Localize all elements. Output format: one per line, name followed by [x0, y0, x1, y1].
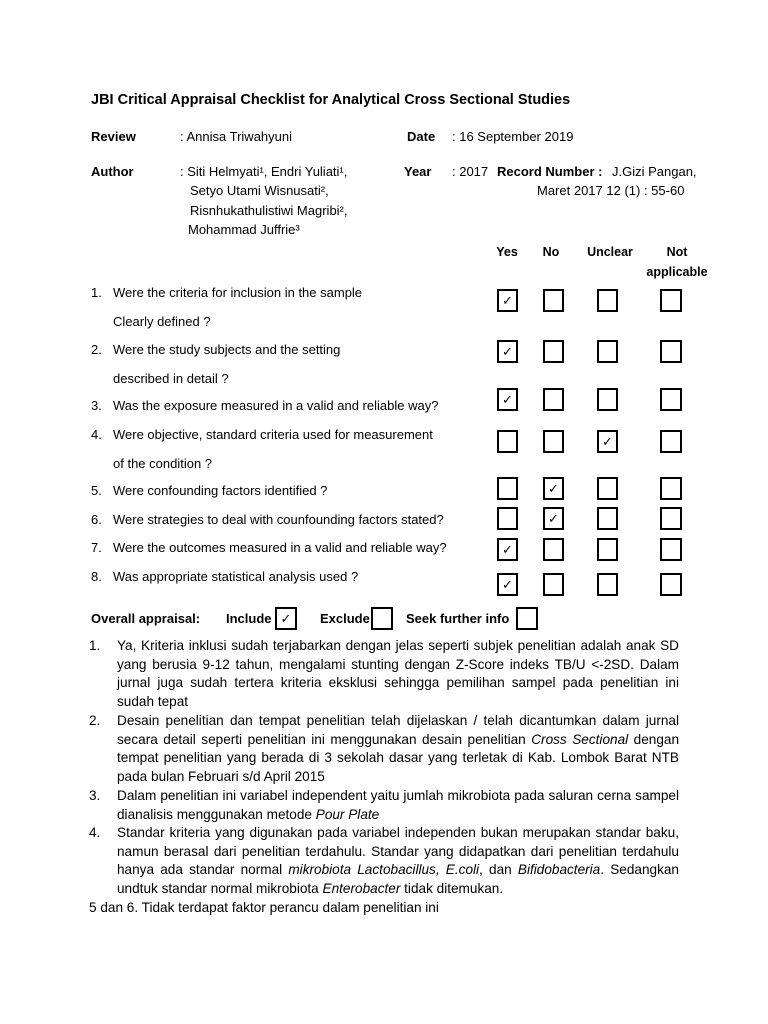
checkbox-not-applicable[interactable] — [660, 388, 682, 411]
question-number: 7. — [91, 540, 102, 555]
year-value: : 2017 — [452, 164, 489, 179]
column-yes: Yes — [496, 245, 518, 259]
checkbox-unclear[interactable] — [597, 507, 618, 530]
question-item — [91, 285, 362, 300]
author-line: Setyo Utami Wisnusati², — [190, 183, 329, 198]
seek-further-info-label: Seek further info — [406, 611, 510, 626]
column-not-applicable-line2: applicable — [646, 265, 708, 279]
question-number: 2. — [91, 342, 102, 357]
note-item — [89, 637, 679, 711]
checkbox-yes[interactable] — [497, 388, 518, 411]
checkbox-not-applicable[interactable] — [660, 289, 682, 312]
checkbox-not-applicable[interactable] — [660, 573, 682, 596]
check-icon — [373, 609, 388, 624]
checkbox-unclear[interactable] — [597, 573, 618, 596]
question-item — [91, 569, 358, 584]
question-text: Were the criteria for inclusion in the sample — [113, 285, 363, 300]
checkbox-yes[interactable] — [497, 340, 518, 363]
question-number: 3. — [91, 398, 102, 413]
question-text: Were the outcomes measured in a valid and reliable way? — [113, 540, 447, 555]
question-number: 6. — [91, 512, 102, 527]
record-number-label: Record Number : — [497, 164, 603, 179]
note-item — [89, 787, 679, 824]
question-text: Were the study subjects and the setting — [113, 342, 341, 357]
question-text: Was appropriate statistical analysis used ? — [113, 569, 359, 584]
column-not-applicable-line1: Not — [666, 245, 688, 259]
check-icon: ✓ — [548, 481, 559, 496]
checkbox-unclear[interactable] — [597, 430, 618, 453]
checkbox-unclear[interactable] — [597, 477, 618, 500]
year-label: Year — [404, 164, 432, 179]
author-label: Author — [91, 164, 134, 179]
checkbox-no[interactable] — [543, 340, 564, 363]
note-number: 4. — [89, 825, 101, 840]
review-value: : Annisa Triwahyuni — [180, 129, 293, 144]
question-text: Were strategies to deal with counfounding factors stated? — [113, 512, 444, 527]
column-not-applicable — [640, 242, 714, 282]
question-item — [91, 427, 433, 442]
checkbox-not-applicable[interactable] — [660, 477, 682, 500]
question-item — [91, 540, 447, 555]
check-icon: ✓ — [548, 511, 559, 526]
check-icon: ✓ — [280, 611, 292, 626]
seek-further-info-checkbox[interactable] — [516, 607, 538, 630]
question-text-continued: of the condition ? — [113, 456, 213, 471]
question-number: 1. — [91, 285, 102, 300]
check-icon: ✓ — [502, 392, 513, 407]
checkbox-yes[interactable] — [497, 538, 518, 561]
checkbox-no[interactable] — [543, 538, 564, 561]
check-icon — [518, 609, 533, 624]
note-text: Desain penelitian dan tempat penelitian telah dijelaskan / telah dicantumkan dalam jurnal secara detail seperti penelitian ini menggunakan desain penelitian Cross Sectional dengan tempat penelitian yang berada di 3 sekolah dasar yang terletak di Kab. Lombok Barat NTB pada bulan Februari s/d April 2015 — [117, 713, 680, 784]
record-number-value: J.Gizi Pangan, — [612, 164, 697, 179]
checkbox-no[interactable] — [543, 477, 564, 500]
checkbox-unclear[interactable] — [597, 340, 618, 363]
question-number: 4. — [91, 427, 102, 442]
include-checkbox[interactable] — [275, 607, 297, 630]
checkbox-no[interactable] — [543, 289, 564, 312]
author-line: Mohammad Juffrie³ — [188, 222, 300, 237]
note-item — [89, 824, 679, 898]
record-number-value: Maret 2017 12 (1) : 55-60 — [537, 183, 685, 198]
review-label: Review — [91, 129, 136, 144]
exclude-label: Exclude — [320, 611, 370, 626]
date-label: Date — [407, 129, 436, 144]
page-title: JBI Critical Appraisal Checklist for Analytical Cross Sectional Studies — [91, 92, 571, 108]
checkbox-yes[interactable] — [497, 430, 518, 453]
check-icon: ✓ — [502, 344, 513, 359]
check-icon: ✓ — [602, 434, 613, 449]
question-number: 5. — [91, 483, 102, 498]
note-text: Ya, Kriteria inklusi sudah terjabarkan dengan jelas seperti subjek penelitian adalah anak SD yang berusia 9-12 tahun, mengalami stunting dengan Z-Score indeks TB/U <-2SD. Dalam jurnal juga sudah tertera kriteria eksklusi sehingga pemilihan sampel pada penelitian ini sudah tepat — [117, 638, 679, 709]
author-line: Risnhukathulistiwi Magribi², — [190, 203, 348, 218]
note-text: Standar kriteria yang digunakan pada variabel independen bukan merupakan standar baku, namun berasal dari penelitian terdahulu. Standar yang didapatkan dari penelitian terdahulu hanya ada standar normal mikrobiota Lactobacillus, E.coli, dan Bifidobacteria. Sedangkan undtuk standar normal mikrobiota Enterobacter tidak ditemukan. — [117, 825, 679, 896]
overall-appraisal-label: Overall appraisal: — [91, 611, 201, 626]
question-text: Were confounding factors identified ? — [113, 483, 328, 498]
checkbox-unclear[interactable] — [597, 538, 618, 561]
checkbox-yes[interactable] — [497, 573, 518, 596]
date-value: : 16 September 2019 — [452, 129, 574, 144]
checkbox-no[interactable] — [543, 430, 564, 453]
question-text: Was the exposure measured in a valid and reliable way? — [113, 398, 439, 413]
check-icon: ✓ — [502, 293, 513, 308]
note-number: 1. — [89, 638, 101, 653]
check-icon: ✓ — [502, 577, 513, 592]
checkbox-no[interactable] — [543, 388, 564, 411]
checkbox-not-applicable[interactable] — [660, 430, 682, 453]
note-number: 2. — [89, 713, 101, 728]
checkbox-unclear[interactable] — [597, 388, 618, 411]
checkbox-no[interactable] — [543, 573, 564, 596]
column-unclear: Unclear — [587, 245, 633, 259]
question-item — [91, 483, 327, 498]
note-text: Dalam penelitian ini variabel independent yaitu jumlah mikrobiota pada saluran cerna sampel dianalisis menggunakan metode Pour Plate — [117, 788, 679, 822]
question-text-continued: Clearly defined ? — [113, 314, 211, 329]
check-icon: ✓ — [502, 542, 513, 557]
question-number: 8. — [91, 569, 102, 584]
checkbox-yes[interactable] — [497, 507, 518, 530]
checkbox-yes[interactable] — [497, 289, 518, 312]
author-line: : Siti Helmyati¹, Endri Yuliati¹, — [180, 164, 348, 179]
question-item — [91, 342, 340, 357]
column-no: No — [542, 245, 560, 259]
note-5-6: 5 dan 6. Tidak terdapat faktor perancu dalam penelitian ini — [89, 900, 439, 915]
checkbox-no[interactable] — [543, 507, 564, 530]
question-item — [91, 512, 444, 527]
note-item — [89, 712, 679, 786]
checkbox-unclear[interactable] — [597, 289, 618, 312]
question-text: Were objective, standard criteria used for measurement — [113, 427, 433, 442]
question-item — [91, 398, 438, 413]
checkbox-yes[interactable] — [497, 477, 518, 500]
question-text-continued: described in detail ? — [113, 371, 229, 386]
checkbox-not-applicable[interactable] — [660, 507, 682, 530]
note-number: 3. — [89, 788, 101, 803]
checkbox-not-applicable[interactable] — [660, 538, 682, 561]
include-label: Include — [226, 611, 272, 626]
exclude-checkbox[interactable] — [371, 607, 393, 630]
checkbox-not-applicable[interactable] — [660, 340, 682, 363]
